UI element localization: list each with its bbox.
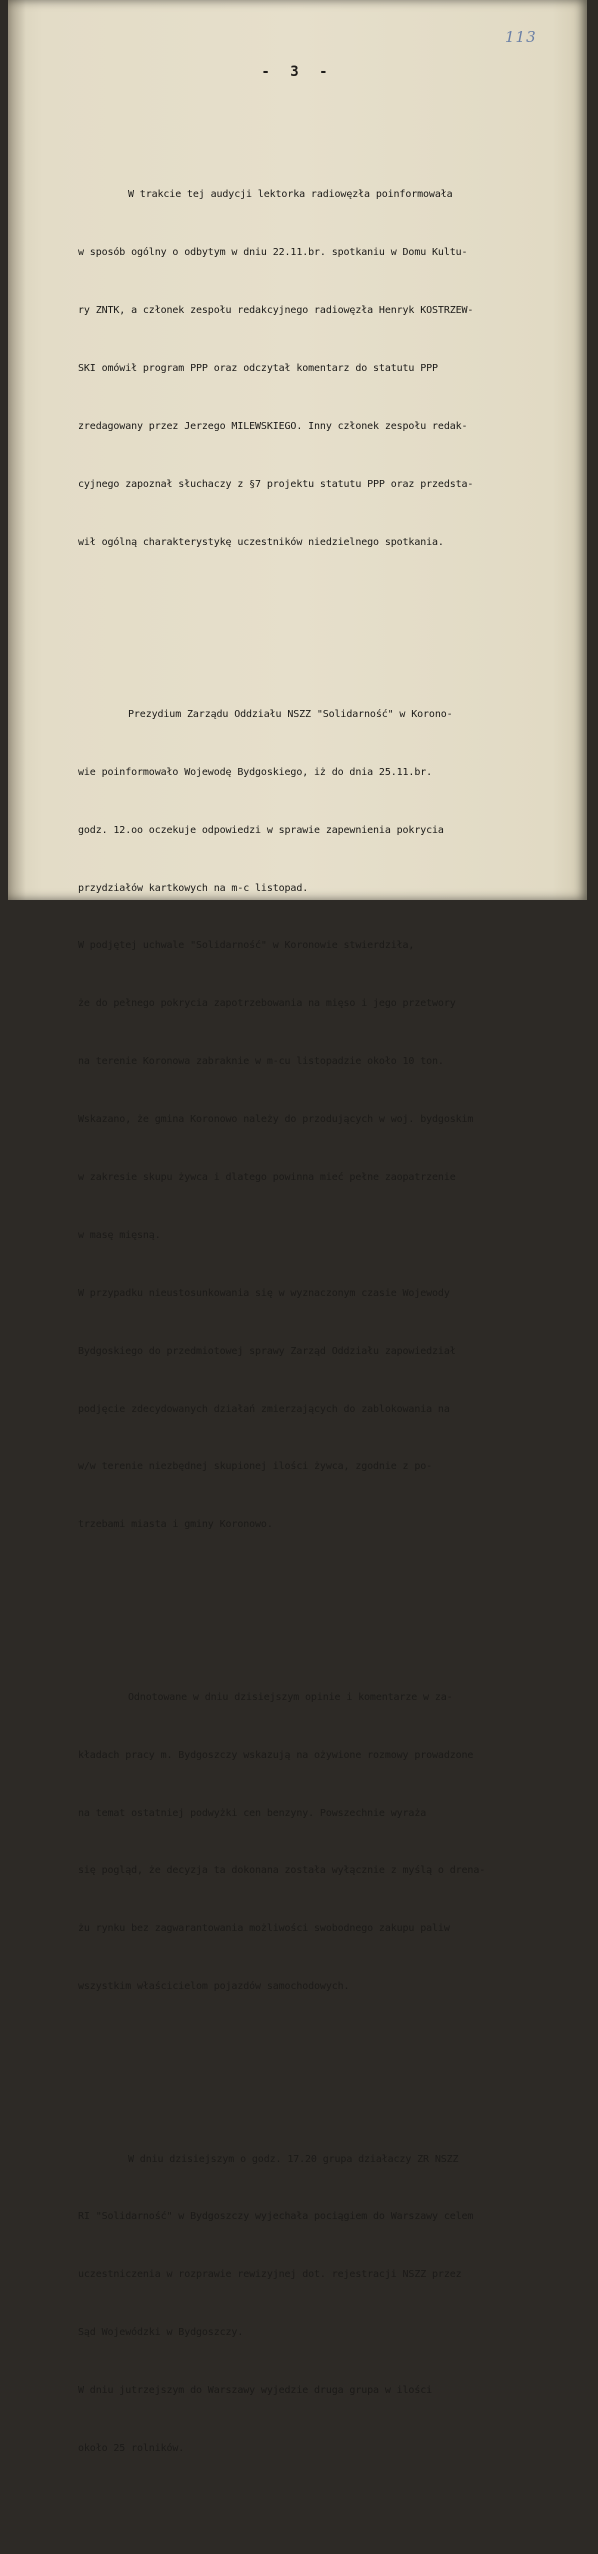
text-line: Wskazano, że gmina Koronowo należy do przodujących w woj. bydgoskim	[78, 1114, 474, 1126]
text-line: W przypadku nieustosunkowania się w wyznaczonym czasie Wojewody	[78, 1287, 450, 1299]
document-body	[78, 108, 598, 2554]
text-line: uczestniczenia w rozprawie rewizyjnej dot. rejestracji NSZZ przez	[78, 2269, 462, 2281]
text-line: podjęcie zdecydowanych działań zmierzających do zablokowania na	[78, 1403, 450, 1415]
page-number: - 3 -	[261, 64, 334, 80]
text-line: w masę mięsną.	[78, 1229, 161, 1241]
document-page	[8, 0, 587, 2455]
text-line: się pogląd, że decyzja ta dokonana została wyłącznie z myślą o drena-	[78, 1865, 486, 1877]
text-line: kładach pracy m. Bydgoszczy wskazują na ożywione rozmowy prowadzone	[78, 1749, 474, 1761]
text-line: godz. 12.oo oczekuje odpowiedzi w sprawie zapewnienia pokrycia	[78, 824, 444, 836]
text-line: w sposób ogólny o odbytym w dniu 22.11.br. spotkaniu w Domu Kultu-	[78, 247, 468, 259]
text-line: W dniu dzisiejszym o godz. 17.20 grupa działaczy ZR NSZZ	[128, 2153, 459, 2165]
text-line: W podjętej uchwale "Solidarność" w Koronowie stwierdziła,	[78, 940, 415, 952]
text-line: na terenie Koronowa zabraknie w m-cu listopadzie około 10 ton.	[78, 1056, 444, 1068]
text-line: SKI omówił program PPP oraz odczytał komentarz do statutu PPP	[78, 362, 438, 374]
text-line: w zakresie skupu żywca i dlatego powinna mieć pełne zaopatrzenie	[78, 1172, 456, 1184]
text-line: że do pełnego pokrycia zapotrzebowania na mięso i jego przetwory	[78, 998, 456, 1010]
text-line: ry ZNTK, a członek zespołu redakcyjnego radiowęzła Henryk KOSTRZEW-	[78, 304, 474, 316]
paragraph-4	[78, 2111, 598, 2497]
text-line: Odnotowane w dniu dzisiejszym opinie i komentarze w za-	[128, 1691, 453, 1703]
folio-number: 113	[505, 28, 537, 46]
text-line: wszystkim właścicielom pojazdów samochodowych.	[78, 1981, 350, 1993]
paragraph-3	[78, 1649, 598, 2035]
text-line: Prezydium Zarządu Oddziału NSZZ "Solidarność" w Korono-	[128, 708, 453, 720]
text-line: W trakcie tej audycji lektorka radiowęzła poinformowała	[128, 189, 453, 201]
text-line: RI "Solidarność" w Bydgoszczy wyjechała pociągiem do Warszawy celem	[78, 2211, 474, 2223]
text-line: około 25 rolników.	[78, 2443, 185, 2455]
text-line: przydziałów kartkowych na m-c listopad.	[78, 882, 309, 894]
text-line: trzebami miasta i gminy Koronowo.	[78, 1519, 273, 1531]
paragraph-2	[78, 666, 598, 1573]
text-line: Sąd Wojewódzki w Bydgoszczy.	[78, 2327, 244, 2339]
text-line: żu rynku bez zagwarantowania możliwości swobodnego zakupu paliw	[78, 1923, 450, 1935]
text-line: W dniu jutrzejszym do Warszawy wyjedzie druga grupa w ilości	[78, 2385, 433, 2397]
text-line: cyjnego zapoznał słuchaczy z §7 projektu statutu PPP oraz przedsta-	[78, 478, 474, 490]
text-line: Bydgoskiego do przedmiotowej sprawy Zarząd Oddziału zapowiedział	[78, 1345, 456, 1357]
text-line: zredagowany przez Jerzego MILEWSKIEGO. Inny członek zespołu redak-	[78, 420, 468, 432]
text-line: w/w terenie niezbędnej skupionej ilości żywca, zgodnie z po-	[78, 1461, 433, 1473]
paragraph-1	[78, 147, 598, 591]
text-line: wił ogólną charakterystykę uczestników niedzielnego spotkania.	[78, 536, 444, 548]
text-line: wie poinformowało Wojewodę Bydgoskiego, iż do dnia 25.11.br.	[78, 766, 433, 778]
text-line: na temat ostatniej podwyżki cen benzyny. Powszechnie wyraża	[78, 1807, 427, 1819]
